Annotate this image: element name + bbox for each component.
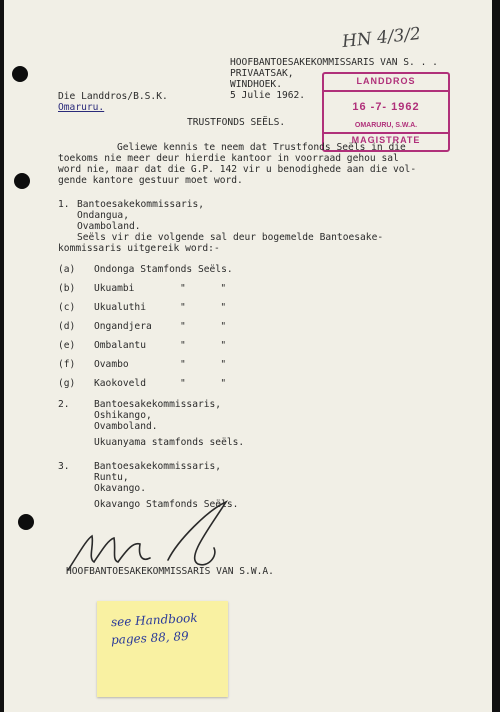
list-item-name: Ukuambi: [94, 283, 135, 294]
office2-number: 2.: [58, 399, 70, 410]
list-item-letter: (g): [58, 378, 76, 389]
list-item-ditto: " ": [180, 378, 227, 389]
office1-line2: Ondangua,: [77, 210, 129, 221]
sticky-note-line1: see Handbook: [110, 610, 198, 630]
stamp-header: LANDDROS: [356, 76, 416, 86]
office3-note: Okavango Stamfonds Seëls.: [94, 499, 239, 510]
list-item-name: Ongandjera: [94, 321, 152, 332]
signature-block: HOOFBANTOESAKEKOMMISSARIS VAN S.W.A.: [66, 566, 274, 577]
office3-name: Bantoesakekommissaris,: [94, 461, 222, 472]
stamp-place: OMARURU, S.W.A.: [354, 122, 418, 129]
office1-number: 1.: [58, 199, 70, 210]
office1-name: Bantoesakekommissaris,: [77, 199, 205, 210]
punch-hole-middle: [14, 173, 30, 189]
letterhead-line2: PRIVAATSAK,: [230, 68, 294, 79]
list-item-name: Ombalantu: [94, 340, 146, 351]
stamp-date: 16 -7- 1962: [352, 101, 420, 113]
list-item-name: Ovambo: [94, 359, 129, 370]
magistrate-stamp: [322, 72, 450, 152]
stamp-divider: [324, 90, 448, 92]
letterhead-line1: HOOFBANTOESAKEKOMMISSARIS VAN S. . .: [230, 57, 438, 68]
office3-line2: Runtu,: [94, 472, 129, 483]
subject-heading: TRUSTFONDS SEËLS.: [187, 117, 286, 128]
list-item-name: Kaokoveld: [94, 378, 146, 389]
list-item-letter: (f): [58, 359, 76, 370]
office2-line2: Oshikango,: [94, 410, 152, 421]
list-item-ditto: " ": [180, 283, 227, 294]
list-item-letter: (e): [58, 340, 76, 351]
list-item-letter: (b): [58, 283, 76, 294]
body-line: gende kantore gestuur moet word.: [58, 175, 243, 186]
sticky-note-line2: pages 88, 89: [110, 628, 190, 648]
letterhead-line3: WINDHOEK.: [230, 79, 282, 90]
list-item-letter: (c): [58, 302, 76, 313]
list-item-ditto: " ": [180, 340, 227, 351]
office2-note: Ukuanyama stamfonds seëls.: [94, 437, 245, 448]
body-line: toekoms nie meer deur hierdie kantoor in voorraad gehou sal: [58, 153, 399, 164]
office1-note2: kommissaris uitgereik word:-: [58, 243, 220, 254]
list-item-ditto: " ": [180, 302, 227, 313]
office2-name: Bantoesakekommissaris,: [94, 399, 222, 410]
punch-hole-bottom: [18, 514, 34, 530]
list-item-name: Ukualuthi: [94, 302, 146, 313]
office3-number: 3.: [58, 461, 70, 472]
office3-line3: Okavango.: [94, 483, 146, 494]
office1-note1: Seëls vir die volgende sal deur bogemelde Bantoesake-: [77, 232, 384, 243]
office1-line3: Ovamboland.: [77, 221, 141, 232]
stamp-footer: MAGISTRATE: [351, 135, 421, 145]
body-line: word nie, maar dat die G.P. 142 vir u benodighede aan die vol-: [58, 164, 417, 175]
letter-date: 5 Julie 1962.: [230, 90, 306, 101]
body-line: Geliewe kennis te neem dat Trustfonds Seëls in die: [117, 142, 406, 153]
sticky-note: [97, 601, 228, 697]
addressee-line1: Die Landdros/B.S.K.: [58, 91, 168, 102]
list-item-letter: (a): [58, 264, 76, 275]
list-item-name: Ondonga Stamfonds Seëls.: [94, 264, 233, 275]
stamp-divider: [324, 132, 448, 134]
list-item-ditto: " ": [180, 359, 227, 370]
document-page: [4, 0, 492, 712]
punch-hole-top: [12, 66, 28, 82]
file-reference: HN 4/3/2: [341, 23, 422, 53]
office2-line3: Ovamboland.: [94, 421, 158, 432]
list-item-letter: (d): [58, 321, 76, 332]
list-item-ditto: " ": [180, 321, 227, 332]
addressee-line2: Omaruru.: [58, 102, 105, 113]
